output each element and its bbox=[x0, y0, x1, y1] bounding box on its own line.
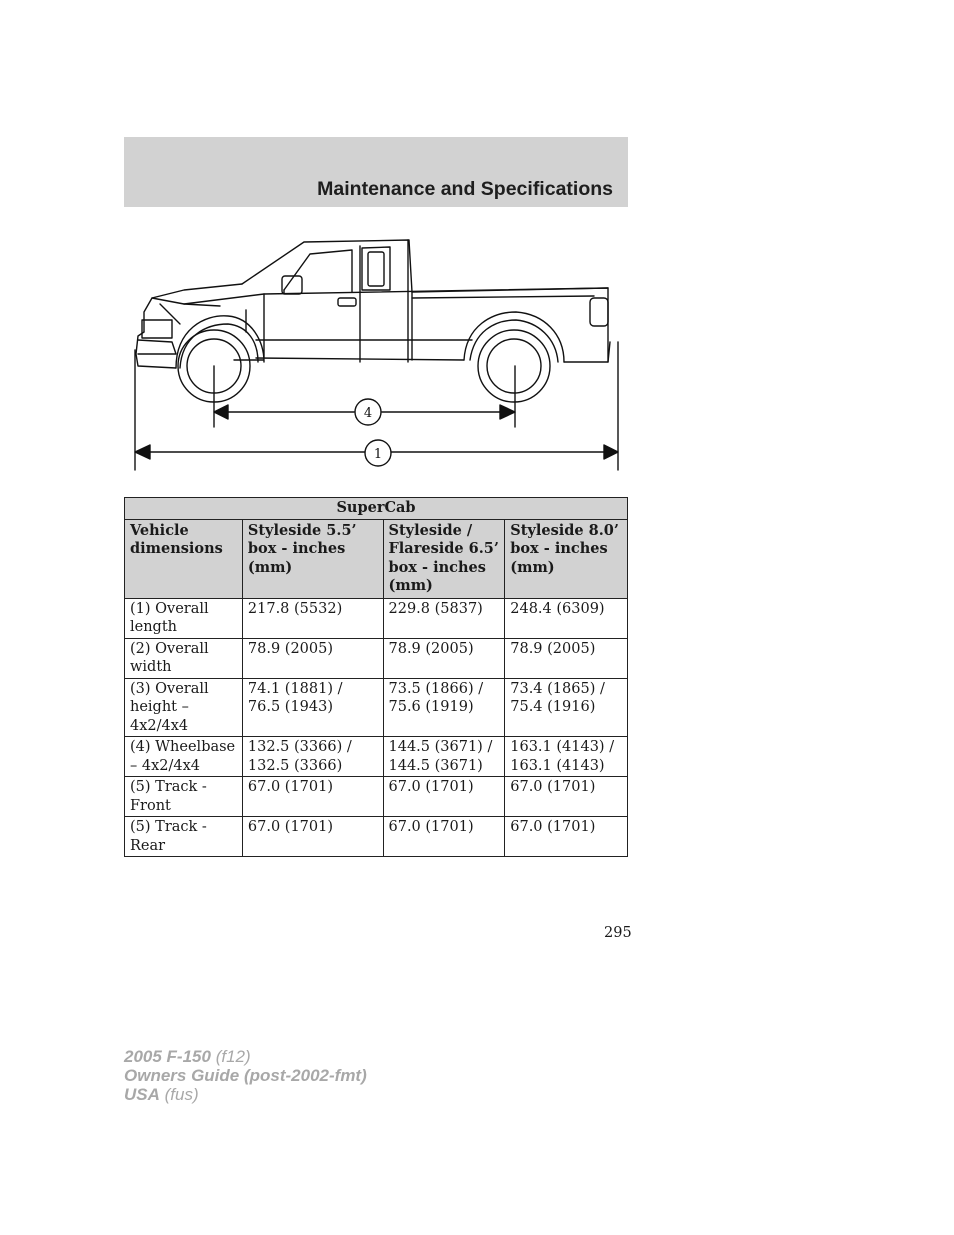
table-row bbox=[125, 817, 628, 857]
table-row bbox=[125, 598, 628, 638]
section-header-band bbox=[124, 137, 628, 207]
table-cell: 163.1 (4143) / 163.1 (4143) bbox=[505, 737, 628, 777]
table-cell: 73.5 (1866) / 75.6 (1919) bbox=[383, 678, 505, 737]
wheelbase-dimension bbox=[214, 399, 515, 425]
footer-guide: Owners Guide (post-2002-fmt) bbox=[124, 1066, 367, 1085]
table-cell: 132.5 (3366) / 132.5 (3366) bbox=[242, 737, 383, 777]
table-cell: 73.4 (1865) / 75.4 (1916) bbox=[505, 678, 628, 737]
footer-model-code: (f12) bbox=[215, 1047, 251, 1066]
table-cell: 67.0 (1701) bbox=[383, 817, 505, 857]
callout-4: 4 bbox=[363, 406, 373, 421]
row-label: (4) Wheelbase – 4x2/4x4 bbox=[125, 737, 243, 777]
column-header: Styleside / Flareside 6.5’ box - inches (mm) bbox=[383, 519, 505, 598]
footer-market: USA bbox=[124, 1085, 160, 1104]
table-cell: 248.4 (6309) bbox=[505, 598, 628, 638]
overall-length-dimension bbox=[135, 440, 618, 466]
table-cell: 217.8 (5532) bbox=[242, 598, 383, 638]
row-label: (3) Overall height – 4x2/4x4 bbox=[125, 678, 243, 737]
table-cell: 229.8 (5837) bbox=[383, 598, 505, 638]
page-number: 295 bbox=[604, 925, 632, 941]
table-row bbox=[125, 737, 628, 777]
row-label: (2) Overall width bbox=[125, 638, 243, 678]
callout-1: 1 bbox=[373, 447, 383, 462]
truck-dimension-diagram bbox=[124, 232, 628, 480]
truck-side-view-icon bbox=[136, 240, 610, 402]
table-cell: 67.0 (1701) bbox=[383, 777, 505, 817]
table-cell: 67.0 (1701) bbox=[242, 817, 383, 857]
footer-model: 2005 F-150 bbox=[124, 1047, 211, 1066]
table-cell: 78.9 (2005) bbox=[505, 638, 628, 678]
supercab-dimensions-table bbox=[124, 497, 628, 857]
table-cell: 144.5 (3671) / 144.5 (3671) bbox=[383, 737, 505, 777]
table-cell: 74.1 (1881) / 76.5 (1943) bbox=[242, 678, 383, 737]
column-header: Styleside 8.0’ box - inches (mm) bbox=[505, 519, 628, 598]
table-cell: 67.0 (1701) bbox=[505, 817, 628, 857]
section-title: Maintenance and Specifications bbox=[317, 178, 613, 200]
footer-market-code: (fus) bbox=[164, 1085, 199, 1104]
table-title: SuperCab bbox=[125, 498, 628, 520]
table-cell: 78.9 (2005) bbox=[242, 638, 383, 678]
table-row bbox=[125, 678, 628, 737]
table-cell: 67.0 (1701) bbox=[242, 777, 383, 817]
table-row bbox=[125, 638, 628, 678]
table-header-row bbox=[125, 519, 628, 598]
column-header: Styleside 5.5’ box - inches (mm) bbox=[242, 519, 383, 598]
row-label: (1) Overall length bbox=[125, 598, 243, 638]
table-cell: 67.0 (1701) bbox=[505, 777, 628, 817]
row-label: (5) Track - Rear bbox=[125, 817, 243, 857]
document-footer bbox=[124, 1047, 367, 1104]
table-row bbox=[125, 777, 628, 817]
table-cell: 78.9 (2005) bbox=[383, 638, 505, 678]
row-label: (5) Track - Front bbox=[125, 777, 243, 817]
column-header: Vehicle dimensions bbox=[125, 519, 243, 598]
